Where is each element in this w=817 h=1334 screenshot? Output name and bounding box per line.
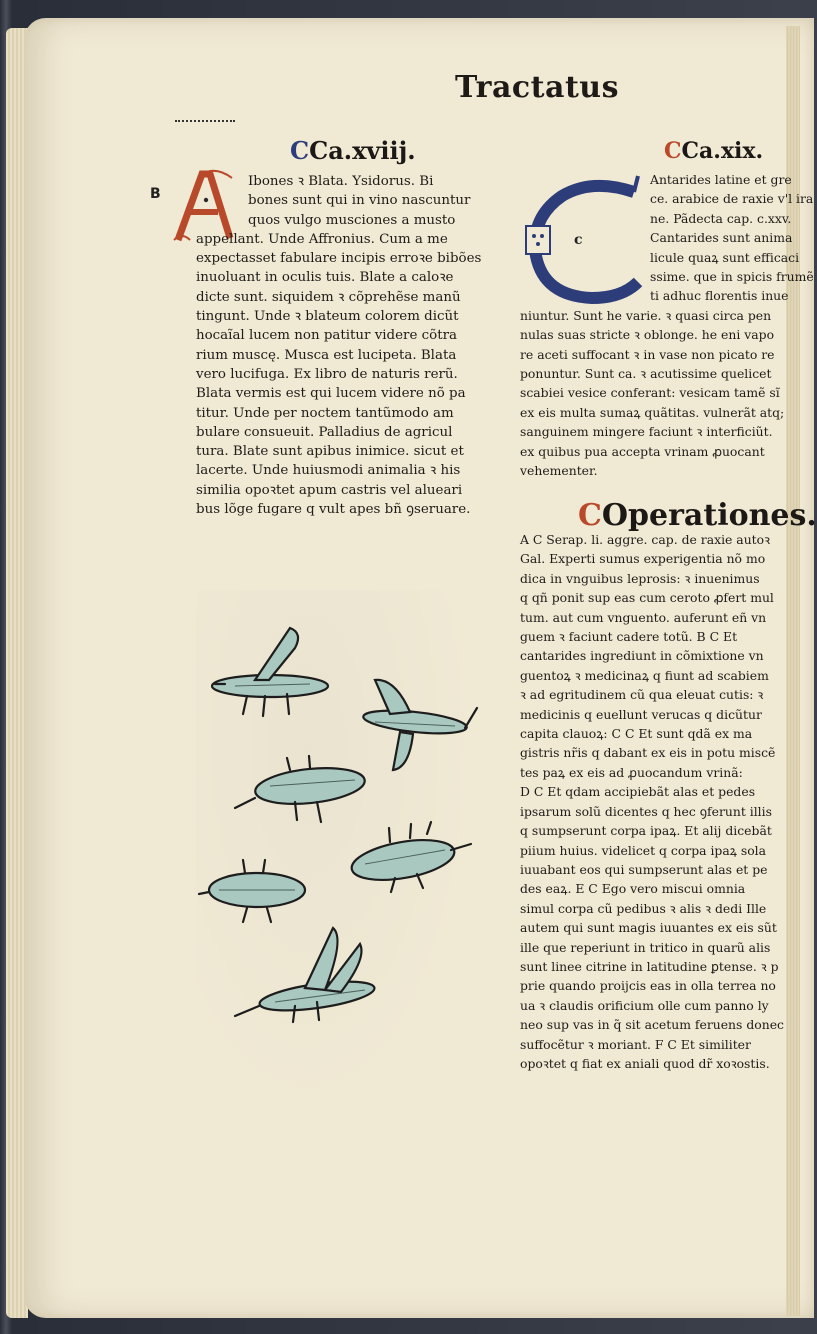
text-line: lacerte. Unde huiusmodi animalia ꝛ his [196,463,461,479]
text-line: quos vulgo musciones a musto [248,212,456,228]
text-line: ex eis multa sumaꝝ quãtitas. vulnerãt atq; [520,404,785,420]
operationes-heading [578,498,817,533]
text-line: ce. arabice de raxie v'l ira [650,191,814,207]
text-line: scabiei vesice conferant: vesicam tamẽ sĩ [520,385,780,401]
text-line: dicte sunt. siquidem ꝛ cõprehẽse manũ [196,289,461,305]
text-line: piium huius. videlicet q corpa ipaꝝ sola [520,842,767,858]
pilcrow-icon: C [290,136,310,165]
text-line: capita clauoꝝ: C C Et sunt qdã ex ma [520,726,753,742]
text-line: iuuabant eos qui sumpserunt alas et pe [520,861,768,877]
right-column-text [520,170,814,481]
text-line: dica in vnguibus leprosis: ꝛ inuenimus [520,570,760,586]
section-title: Operationes. [601,498,817,533]
text-line: Gal. Experti sumus experigentia nõ mo [520,551,766,567]
text-line: bus lõge fugare q vult apes bñ ꝯseruare. [196,502,471,518]
text-line: ne. Pãdecta cap. c.xxv. [650,210,792,226]
chapter-title: Ca.xviij. [309,136,416,165]
text-line: Antarides latine et gre [650,172,792,187]
text-line: prie quando proijcis eas in olla terrea no [520,978,776,994]
text-line: similia opoꝛtet apum castris vel alueari [196,482,463,498]
guide-letter-left: B [150,186,161,202]
marginal-mark [175,120,235,124]
pilcrow-icon: C [664,138,682,164]
text-line: bones sunt qui in vino nascuntur [248,193,471,209]
text-line: tura. Blate sunt apibus inimice. sicut et [196,444,464,460]
text-line: tum. aut cum vnguento. auferunt eñ vn [520,609,767,625]
text-line: bulare consueuit. Palladius de agricul [196,424,453,440]
text-line: suffocẽtur ꝛ moriant. F C Et similiter [520,1036,751,1052]
text-line: Cantarides sunt anima [650,230,793,246]
text-line: inuoluant in oculis tuis. Blate a caloꝛe [196,270,454,286]
text-line: rium muscę. Musca est lucipeta. Blata [196,347,457,363]
running-head: Tractatus [455,70,620,105]
text-line: ssime. que in spicis frumẽ [650,269,814,285]
guide-letter-right: c [574,232,583,248]
text-line: sunt linee citrine in latitudine ꝑtense. ꝛ p [520,958,779,974]
text-line: ua ꝛ claudis orificium olle cum panno ly [520,997,769,1013]
text-line: A C Serap. li. aggre. cap. de raxie autoꝛ [520,532,770,547]
text-line: licule quaꝝ sunt efficaci [650,249,800,265]
text-line: expectasset fabulare incipis erroꝛe bibões [196,251,482,267]
text-line: Ibones ꝛ Blata. Ysidorus. Bi [248,174,434,189]
text-line: sanguinem mingere faciunt ꝛ interficiũt. [520,424,773,440]
text-line: ipsarum solũ dicentes q hec ꝯferunt illis [520,803,772,819]
text-line: D C Et qdam accipiebãt alas et pedes [520,784,756,800]
text-line: neo sup vas in q̃ sit acetum feruens donec [520,1017,784,1033]
chapter-heading-left [290,136,416,165]
text-line: ille que reperiunt in tritico in quarũ alis [520,939,771,955]
text-line: medicinis q euellunt verucas q dicũtur [520,706,762,722]
text-line: niuntur. Sunt he varie. ꝛ quasi circa pen [520,307,772,323]
chapter-title: Ca.xix. [681,138,764,164]
chapter-heading-right [664,138,763,164]
text-line: titur. Unde per noctem tantũmodo am [196,405,454,421]
pilcrow-icon: C [578,498,602,533]
text-line: re aceti suffocant ꝛ in vase non picato re [520,346,775,362]
text-line: ꝛ ad egritudinem cũ qua eleuat cutis: ꝛ [520,687,764,703]
text-line: Blata vermis est qui lucem videre nõ pa [196,386,466,402]
text-line: tingunt. Unde ꝛ blateum colorem dicũt [196,309,459,325]
text-line: ponuntur. Sunt ca. ꝛ acutissime quelicet [520,366,772,382]
text-line: guentoꝝ ꝛ medicinaꝝ q fiunt ad scabiem [520,667,769,683]
text-line: simul corpa cũ pedibus ꝛ alis ꝛ dedi Ille [520,900,767,916]
text-line: autem qui sunt magis iuuantes ex eis sũt [520,920,777,936]
text-line: vero lucifuga. Ex libro de naturis rerũ. [196,366,458,382]
text-line: hocaĩal lucem non patitur videre cõtra [196,328,457,344]
text-line: q qñ ponit sup eas cum ceroto ꝓfert mul [520,590,774,606]
text-line: opoꝛtet q fiat ex aniali quod dr̃ xoꝛostis. [520,1055,770,1071]
text-line: guem ꝛ faciunt cadere totũ. B C Et [520,629,738,645]
insects-woodcut-icon [195,588,480,1128]
operationes-text [520,530,786,1073]
text-line: tes paꝝ ex eis ad ꝓuocandum vrinã: [520,764,743,780]
text-line: ti adhuc florentis inue [650,288,789,304]
text-line: des eaꝝ. E C Ego vero miscui omnia [520,881,746,897]
text-line: vehementer. [520,463,598,479]
text-line: gistris nr̃is q dabant ex eis in potu miscẽ [520,745,776,761]
text-line: ex quibus pua accepta vrinam ꝓuocant [520,443,765,459]
text-line: cantarides ingrediunt in cõmixtione vn [520,648,764,664]
text-line: appellant. Unde Affronius. Cum a me [196,231,448,247]
left-column-text [196,172,496,519]
text-line: q sumpserunt corpa ipaꝝ. Et alij dicebãt [520,823,772,839]
text-line: nulas suas stricte ꝛ oblonge. he eni vapo [520,327,775,343]
